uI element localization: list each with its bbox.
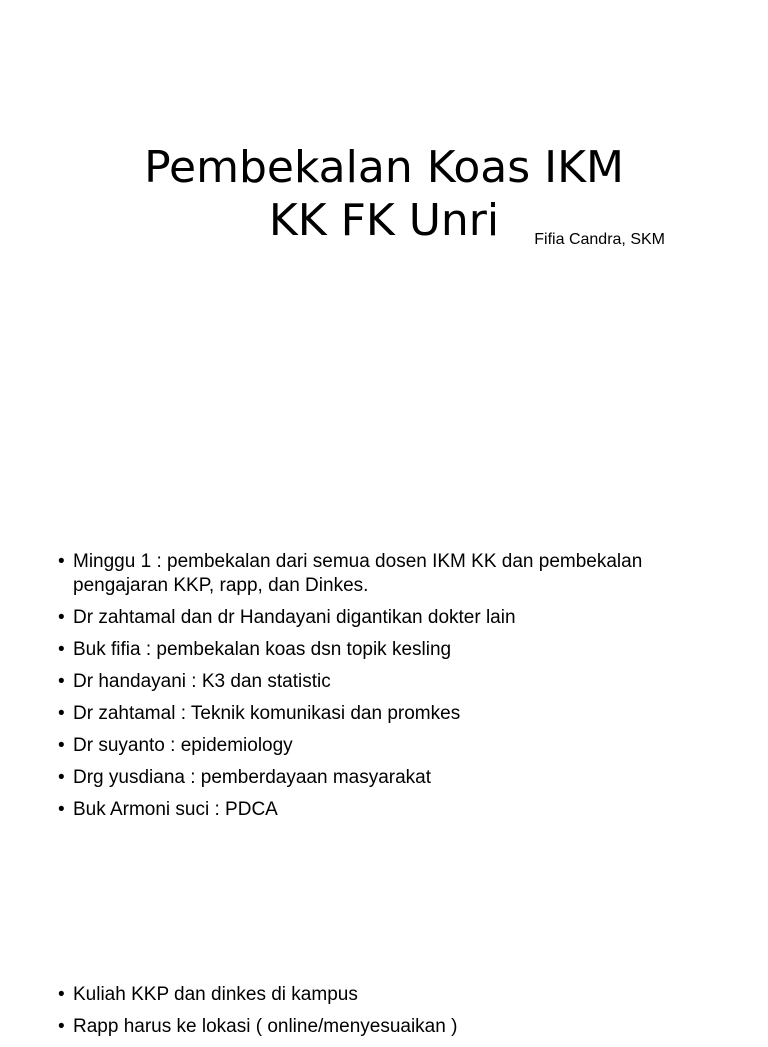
list-item-text: Buk Armoni suci : PDCA: [73, 799, 278, 820]
list-item-text: Rapp harus ke lokasi ( online/menyesuaikan ): [73, 1016, 458, 1037]
bullet-list: [58, 550, 708, 830]
list-item-text: Buk fifia : pembekalan koas dsn topik kesling: [73, 639, 452, 660]
bullet-dot: •: [58, 551, 65, 572]
bullet-dot: •: [58, 1016, 65, 1037]
bullet-dot: •: [58, 799, 65, 820]
bullet-dot: •: [58, 984, 65, 1005]
slide-title-line-2: KK FK Unri: [268, 195, 500, 247]
list-item-text: Dr zahtamal dan dr Handayani digantikan dokter lain: [73, 607, 516, 628]
bullet-dot: •: [58, 671, 65, 692]
slide-title-line-1: Pembekalan Koas IKM: [144, 142, 624, 194]
list-item: [58, 638, 708, 662]
list-item-text: Drg yusdiana : pemberdayaan masyarakat: [73, 767, 432, 788]
slide-subtitle-author: Fifia Candra, SKM: [534, 231, 665, 248]
list-item: [58, 606, 708, 630]
list-item-text: Kuliah KKP dan dinkes di kampus: [73, 984, 358, 1005]
list-item-text: Dr suyanto : epidemiology: [73, 735, 293, 756]
bullet-dot: •: [58, 703, 65, 724]
list-item-text: Minggu 1 : pembekalan dari semua dosen IKM KK dan pembekalan pengajaran KKP, rapp, dan Dinkes.: [73, 551, 643, 596]
list-item: [58, 702, 708, 726]
bullet-dot: •: [58, 767, 65, 788]
list-item: [58, 670, 708, 694]
bullet-list-second: [58, 983, 708, 1047]
list-item: [58, 798, 708, 822]
list-item: [58, 550, 708, 598]
list-item: [58, 983, 708, 1007]
list-item-text: Dr zahtamal : Teknik komunikasi dan promkes: [73, 703, 461, 724]
list-item: [58, 1015, 708, 1039]
list-item: [58, 734, 708, 758]
bullet-dot: •: [58, 607, 65, 628]
bullet-dot: •: [58, 639, 65, 660]
content-slide: [0, 512, 768, 1037]
title-slide: [0, 0, 768, 512]
list-item: [58, 766, 708, 790]
bullet-dot: •: [58, 735, 65, 756]
list-item-text: Dr handayani : K3 dan statistic: [73, 671, 331, 692]
